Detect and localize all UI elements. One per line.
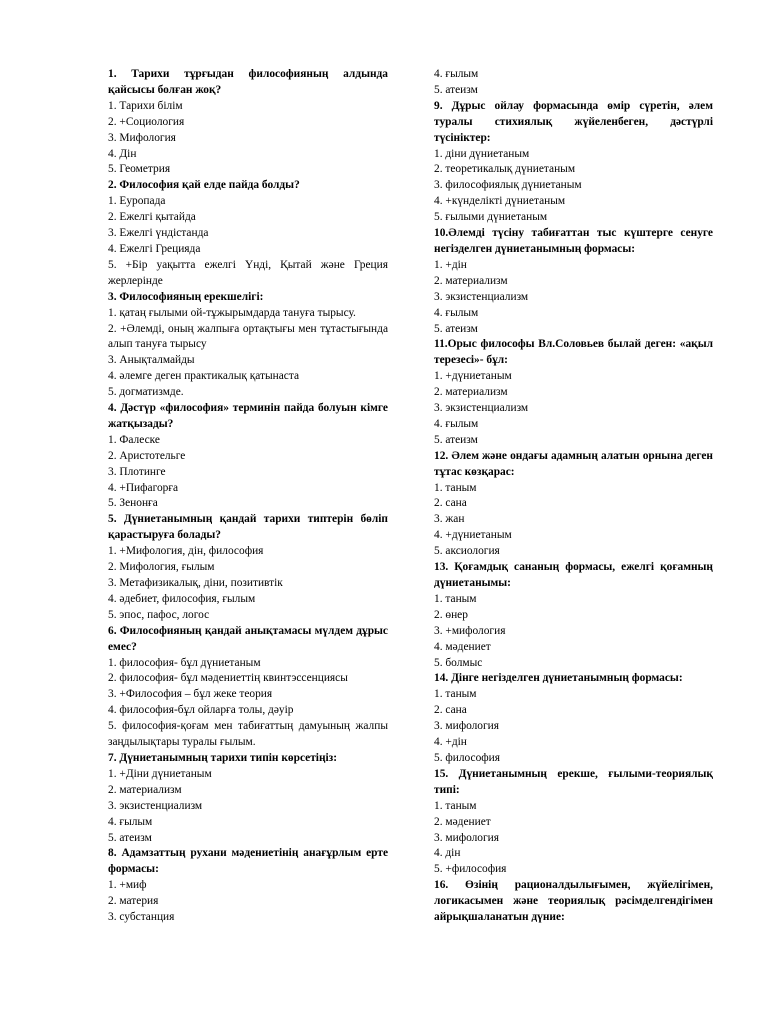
answer-option: 3. Плотинге: [108, 465, 166, 478]
answer-option: 4. +дін: [434, 736, 467, 749]
answer-option: 1. қатаң ғылыми ой-тұжырымдарда тануға тырысу.: [108, 306, 356, 319]
answer-option: 5. эпос, пафос, логос: [108, 608, 210, 621]
answer-option: 5. Геометрия: [108, 163, 171, 176]
answer-option: 5. +философия: [434, 863, 507, 876]
answer-option: 5. философия: [434, 751, 500, 764]
question-text: 8. Адамзаттың рухани мәдениетінің анағұрлым ерте формасы:: [108, 847, 388, 876]
right-column: [434, 67, 713, 926]
answer-option: 1. +Мифология, дін, философия: [108, 545, 264, 558]
answer-option: 1. Еуропада: [108, 195, 166, 208]
answer-option: 1. +дүниетаным: [434, 370, 512, 383]
answer-option: 1. Тарихи білім: [108, 99, 183, 112]
answer-option: 4. әлемге деген практикалық қатынаста: [108, 370, 300, 383]
question-text: 10.Әлемді түсіну табиғаттан тыс күштерге сенуге негізделген дүниетанымның формасы:: [434, 227, 713, 255]
answer-option: 4. Дін: [108, 147, 137, 160]
answer-option: 3. философиялық дүниетаным: [434, 179, 582, 192]
question-text: 11.Орыс философы Вл.Соловьев былай деген: «ақыл терезесі»- бұл:: [434, 338, 713, 367]
answer-option: 1. +дін: [434, 258, 467, 271]
answer-option: 4. философия-бұл ойларға толы, дәуір: [108, 704, 294, 717]
answer-option: 4. +дүниетаным: [434, 529, 512, 542]
answer-option: 4. мәдениет: [434, 640, 491, 653]
answer-option: 1. +Діни дүниетаным: [108, 767, 212, 780]
answer-option: 1. таным: [434, 481, 477, 494]
answer-option: 5. философия-қоғам мен табиғаттың дамуының жалпы заңдылықтары туралы ғылым.: [108, 720, 388, 749]
answer-option: 5. атеизм: [434, 433, 478, 446]
answer-option: 4. ғылым: [434, 68, 479, 80]
answer-option: 2. материализм: [434, 274, 508, 287]
question-text: 13. Қоғамдық сананың формасы, ежелгі қоғамның дүниетанымы:: [434, 561, 713, 589]
question-text: 3. Философияның ерекшелігі:: [108, 290, 264, 303]
answer-option: 5. ғылыми дүниетаным: [434, 211, 548, 224]
answer-option: 3. экзистенциализм: [108, 799, 203, 812]
question-text: 15. Дүниетанымның ерекше, ғылыми-теориялық типі:: [434, 767, 713, 796]
answer-option: 2. Ежелгі қытайда: [108, 211, 196, 224]
answer-option: 5. атеизм: [434, 322, 478, 335]
answer-option: 5. болмыс: [434, 656, 483, 669]
answer-option: 4. дін: [434, 847, 461, 860]
answer-option: 5. атеизм: [108, 831, 152, 844]
answer-option: 5. догматизмде.: [108, 386, 184, 399]
answer-option: 3. Метафизикалық, діни, позитивтік: [108, 577, 283, 589]
answer-option: 2. өнер: [434, 608, 468, 621]
answer-option: 1. таным: [434, 799, 477, 812]
answer-option: 5. +Бір уақытта ежелгі Үнді, Қытай және Греция жерлерінде: [108, 258, 388, 287]
answer-option: 3. жан: [434, 513, 465, 526]
answer-option: 4. ғылым: [434, 417, 479, 430]
answer-option: 3. +мифология: [434, 624, 506, 637]
answer-option: 2. материя: [108, 895, 159, 908]
answer-option: 4. +Пифагорға: [108, 481, 179, 494]
answer-option: 5. Зенонға: [108, 497, 158, 510]
answer-option: 5. атеизм: [434, 83, 478, 96]
question-text: 5. Дүниетанымның қандай тарихи типтерін бөліп қарастыруға болады?: [108, 513, 388, 542]
left-column: [108, 67, 388, 926]
answer-option: 2. теоретикалық дүниетаным: [434, 163, 576, 176]
question-text: 14. Дінге негізделген дүниетанымның формасы:: [434, 672, 683, 685]
answer-option: 2. философия- бұл мәдениеттің квинтэссенциясы: [108, 672, 348, 685]
question-text: 4. Дәстүр «философия» терминін пайда болуын кімге жатқызады?: [108, 402, 388, 430]
answer-option: 4. +күнделікті дүниетаным: [434, 195, 566, 208]
answer-option: 4. ғылым: [108, 815, 153, 828]
answer-option: 1. философия- бұл дүниетаным: [108, 656, 261, 669]
answer-option: 4. Ежелгі Грецияда: [108, 242, 201, 255]
answer-option: 2. +Социология: [108, 115, 185, 128]
answer-option: 4. әдебиет, философия, ғылым: [108, 592, 256, 605]
question-text: 1. Тарихи тұрғыдан философияның алдында қайсысы болған жоқ?: [108, 68, 388, 96]
question-text: 9. Дұрыс ойлау формасында өмір сүретін, әлем туралы стихиялық жүйеленбеген, дәстүрлі түсініктер:: [434, 99, 713, 144]
answer-option: 3. +Философия – бұл жеке теория: [108, 688, 273, 701]
answer-option: 2. Мифология, ғылым: [108, 561, 215, 574]
answer-option: 3. мифология: [434, 720, 500, 733]
answer-option: 3. субстанция: [108, 911, 175, 924]
answer-option: 1. діни дүниетаным: [434, 147, 530, 160]
answer-option: 2. сана: [434, 497, 467, 510]
answer-option: 2. материализм: [434, 386, 508, 399]
question-text: 6. Философияның қандай анықтамасы мүлдем дұрыс емес?: [108, 624, 388, 653]
answer-option: 3. Ежелгі үндістанда: [108, 227, 209, 240]
answer-option: 3. экзистенциализм: [434, 402, 529, 415]
answer-option: 2. +Әлемді, оның жалпыға ортақтығы мен тұтастығында алып тануға тырысу: [108, 322, 388, 351]
answer-option: 3. экзистенциализм: [434, 290, 529, 303]
answer-option: 5. аксиология: [434, 545, 500, 558]
answer-option: 2. Аристотельге: [108, 449, 186, 462]
question-text: 7. Дүниетанымның тарихи типін көрсетіңіз:: [108, 751, 338, 764]
answer-option: 2. сана: [434, 704, 467, 717]
answer-option: 3. мифология: [434, 831, 500, 844]
question-text: 2. Философия қай елде пайда болды?: [108, 179, 300, 192]
question-text: 12. Әлем және ондағы адамның алатын орнына деген тұтас көзқарас:: [434, 449, 713, 478]
answer-option: 4. ғылым: [434, 306, 479, 319]
answer-option: 1. таным: [434, 592, 477, 605]
answer-option: 1. Фалеске: [108, 433, 160, 446]
answer-option: 1. таным: [434, 688, 477, 701]
question-text: 16. Өзінің рационалдылығымен, жүйелігімен, логикасымен және теориялық рәсімделгендігімен айрықшаланатын дүние:: [434, 879, 713, 924]
answer-option: 2. мәдениет: [434, 815, 491, 828]
answer-option: 2. материализм: [108, 783, 182, 796]
answer-option: 3. Анықталмайды: [108, 354, 195, 367]
answer-option: 1. +миф: [108, 879, 147, 892]
answer-option: 3. Мифология: [108, 131, 176, 144]
